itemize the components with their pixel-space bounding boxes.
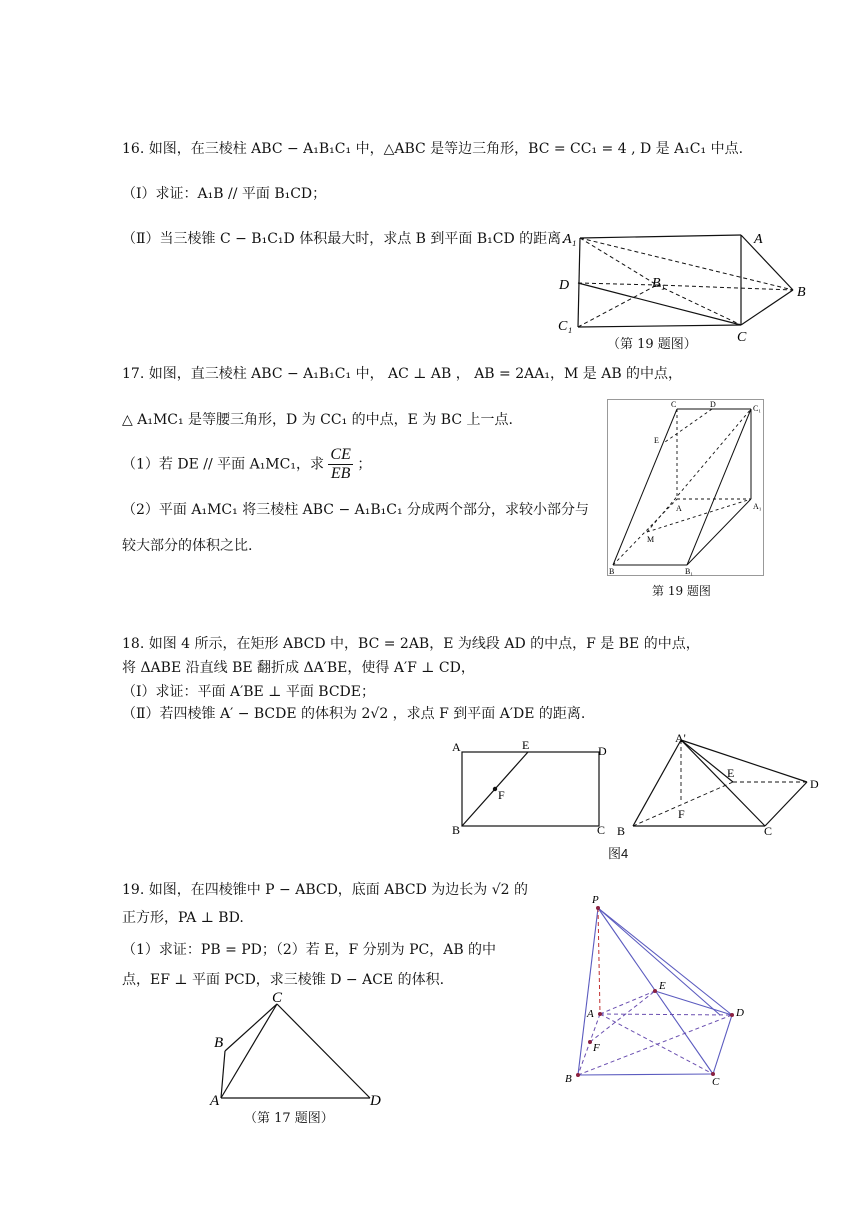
p19-small-label-b: B [214,1035,224,1051]
p16-label-d: D [559,278,570,293]
p19-line-3: （1）求证：PB = PD；（2）若 E，F 分别为 PC，AB 的中 [122,942,497,958]
p17-line-3-end: ； [357,456,372,473]
p16-label-a: A [754,232,763,247]
p18-right-label-c: C [764,824,773,838]
p16-line-2: （Ⅰ）求证：A₁B // 平面 B₁CD； [122,186,327,202]
ce-over-eb-fraction [328,446,352,483]
p19-small-label-d: D [370,1093,381,1109]
p16-line-3: （Ⅱ）当三棱锥 C − B₁C₁D 体积最大时，求点 B 到平面 B₁CD 的距离. [122,231,566,247]
p17-line-3 [122,446,371,483]
p17-label-a: A [676,504,682,513]
p16-figure-caption: （第 19 题图） [607,337,697,352]
p18-folded-pyramid-figure [615,730,825,840]
p18-left-label-a: A [452,740,461,754]
fraction-denominator: EB [330,465,351,482]
p16-line-1: 16. 如图，在三棱柱 ABC − A₁B₁C₁ 中，△ABC 是等边三角形，BC = CC₁ = 4 , D 是 A₁C₁ 中点. [122,141,744,157]
p19-pyramid-label-d: D [736,1007,744,1019]
p18-line-2: 将 ΔABE 沿直线 BE 翻折成 ΔA′BE，使得 A′F ⊥ CD， [122,660,475,676]
p17-label-c1: C₁ [753,404,762,413]
p17-line-5: 较大部分的体积之比. [122,538,253,554]
p18-right-label-a-prime: A' [675,731,686,745]
p18-left-label-f: F [498,788,505,802]
p19-small-figure-caption: （第 17 题图） [244,1111,334,1126]
p18-rectangle-figure [450,738,620,838]
p17-label-e: E [654,436,659,445]
p17-label-b1: B₁ [685,567,694,576]
p17-label-c: C [671,400,677,409]
p19-small-label-c: C [272,990,283,1006]
p19-line-1: 19. 如图，在四棱锥中 P − ABCD，底面 ABCD 为边长为 √2 的 [122,882,529,898]
p18-left-label-d: D [598,744,607,758]
p18-line-4: （Ⅱ）若四棱锥 A′ − BCDE 的体积为 2√2 ，求点 F 到平面 A′DE 的距离. [122,706,586,722]
p19-pyramid-label-a: A [587,1008,594,1020]
p16-prism-figure [558,225,815,350]
p18-left-label-c: C [597,823,606,837]
p16-label-c1: C₁ [558,319,573,334]
p16-label-c: C [737,330,747,345]
p18-left-label-e: E [522,738,530,752]
p17-line-4: （2）平面 A₁MC₁ 将三棱柱 ABC − A₁B₁C₁ 分成两个部分，求较小部分与 [122,502,590,518]
p17-figure-caption: 第 19 题图 [652,584,711,598]
p17-line-2: △ A₁MC₁ 是等腰三角形，D 为 CC₁ 的中点，E 为 BC 上一点. [122,412,513,428]
p17-label-d: D [710,400,716,409]
p18-right-label-b: B [617,824,626,838]
p19-pyramid-label-c: C [712,1076,720,1088]
p18-right-label-e: E [727,766,735,780]
p18-line-1: 18. 如图 4 所示，在矩形 ABCD 中，BC = 2AB，E 为线段 AD 的中点，F 是 BE 的中点， [122,636,700,652]
p19-line-2: 正方形，PA ⊥ BD. [122,910,244,926]
p18-right-label-f: F [678,807,685,821]
p17-line-3-text: （1）若 DE // 平面 A₁MC₁，求 [122,456,324,473]
p18-left-label-b: B [452,823,461,837]
fraction-numerator: CE [330,446,351,463]
p16-label-b1: B₁ [652,276,666,291]
p16-label-b: B [797,285,806,300]
p18-figure-caption: 图4 [608,846,629,861]
p19-line-4: 点，EF ⊥ 平面 PCD，求三棱锥 D − ACE 的体积. [122,972,445,988]
p19-pyramid-label-b: B [565,1073,572,1085]
p19-pyramid-label-e: E [659,980,666,992]
p17-label-b: B [609,567,615,576]
p19-pyramid-label-p: P [592,894,599,906]
p19-small-label-a: A [210,1093,220,1109]
p17-prism-figure [607,399,764,576]
p18-right-label-d: D [810,777,819,791]
p18-line-3: （Ⅰ）求证：平面 A′BE ⊥ 平面 BCDE； [122,684,375,700]
p17-label-m: M [647,535,655,544]
p19-pyramid-label-f: F [593,1042,600,1054]
p16-label-a1: A₁ [563,232,577,247]
p17-label-a1: A₁ [753,502,762,511]
p19-pyramid-figure [560,890,750,1090]
p17-line-1: 17. 如图，直三棱柱 ABC − A₁B₁C₁ 中， AC ⊥ AB ， AB = 2AA₁，M 是 AB 的中点， [122,366,683,382]
p19-quadrilateral-figure [205,990,385,1110]
